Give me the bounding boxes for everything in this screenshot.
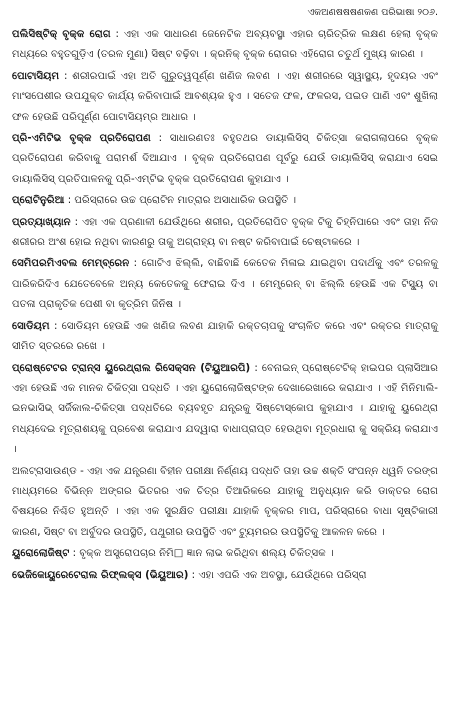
entry-separator: : [110,29,124,40]
entry-definition: ସାଧାରଣତଃ ବହୁତଥର ଡାୟାଲିସିସ୍ ଚିକିତ୍ସା କରାଗଲାପରେ ବୃକ୍କ ପ୍ରତିରୋପଣ କରିବାକୁ ପରାମର୍ଶ ଦିଆଯାଏ । ବୃକ୍କ ପ୍ରତିରୋପଣ ପୂର୍ବରୁ ଯେଉଁ ଡାୟାଲିସିସ୍ କରାଯାଏ ସେଇ ଡାୟାଲିସିସ୍ ପ୍ରତିପାଳନକୁ ପ୍ରି-ଏମ୍‌ଟିଭ ବୃକ୍କ ପ୍ରତିରୋପଣ କୁହାଯାଏ । [12,133,438,185]
entry-urologist [12,544,438,564]
entry-separator: : [49,320,62,332]
entry-separator: : [129,258,142,270]
entry-term: ପୋଟାସିୟମ [12,70,60,82]
entry-separator: : [70,216,82,228]
entry-potassium [12,67,438,128]
entry-separator: : [64,195,75,207]
entry-definition: ବେନାଇନ୍ ପ୍ରୋଷ୍ଟେଟିକ୍ ହାଇପର ପ୍ଲାସିଆର ଏହା ହେଉଛି ଏକ ମାନକ ଚିକିତ୍ସା ପଦ୍ଧତି । ଏହା ୟୁରୋଲୋଜିଷ୍ଟଙ୍କ ଦେଖାରେଖାରେ କରାଯାଏ । ଏହି ମିନିମାଲି-ଇନଭାସିଭ୍ ସର୍ଜିକାଲ-ଚିକିତ୍ସା ପଦ୍ଧତିରେ ବ୍ୟବହୃତ ଯନ୍ତ୍ରକୁ ସିଷ୍ଟୋସ୍କୋପ କୁହାଯାଏ । ଯାହାକୁ ୟୁରେଥ୍ରା ମଧ୍ୟଦେଇ ମୂତ୍ରାଶୟକୁ ପ୍ରବେଶ କରାଯାଏ ଯଦ୍ୱାରା ବାଧାପ୍ରାପ୍ତ ହେଉଥିବା ମୂତ୍ରଧାରା କୁ ସକ୍ରିୟ କରାଯାଏ । [12,362,438,456]
entry-separator: : [250,362,262,374]
entry-definition: ଏହା ଏକ ପ୍ରଣାଳୀ ଯେଉଁଥିରେ ଶରୀର, ପ୍ରତିରୋପିତ ବୃକ୍କ ଟିକୁ ଚିହ୍ନିପାରେ ଏବଂ ତାହା ନିଜ ଶରୀରର ଅଂଶ ହୋଇ ନଥିବା କାରଣରୁ ତାକୁ ଅଗ୍ରାହ୍ୟ ବା ନଷ୍ଟ କରିବାପାଇଁ ଚେଷ୍ଟାକରେ । [12,216,438,249]
entry-turp [12,359,438,461]
entry-rejection [12,213,438,254]
entry-definition: ଗୋଟିଏ ଝିଲ୍ଲି, ବାଛିବାଛି କେତେକ ମିଳାଇ ଯାଇଥିବା ପଦାର୍ଥକୁ ଏବଂ ତରଳକୁ ପାରିକରିଦିଏ ଯେତେବେଳେ ଅନ୍ୟ କେତେକକୁ ଫେରାଇ ଦିଏ । ମେମ୍ବ୍ରେନ୍ ବା ଝିଲ୍ଲି ହେଉଛି ଏକ ଟିସ୍ୟୁ ବା ପତଳା ପ୍ରାକୃତିକ ପେଶୀ ବା କୃତ୍ରିମ ଜିନିଷ । [12,258,438,311]
entry-term: ସୋଡିୟମ [12,320,50,332]
entry-term: ଭେଜିକୋୟୁରେଟେରାଲ ରିଫ୍ଲକ୍ସ (ଭିୟୁଆର) [12,569,189,581]
entry-proteinuria [12,191,438,211]
entry-separator: : [188,569,199,581]
entry-definition: ପରିସ୍ରାରେ ଉଚ୍ଚ ପ୍ରୋଟିନ ମାତ୍ରାର ଅସାଧାରିକ ଉପସ୍ଥିତି । [74,195,297,207]
entry-separator: : [150,133,170,145]
entry-vesicoureteral-reflux [12,566,438,586]
entry-term: ପ୍ରି-ଏମିଟିଭ ବୃକ୍କ ପ୍ରତିରୋପଣ [12,133,151,145]
entry-term: ୟୁରୋଲୋଜିଷ୍ଟ [12,548,70,560]
running-header: ଏକଅଣଷଷଷଣକଣ ପରିଭାଷା ୨୦୬. [307,7,438,18]
entry-term: ପ୍ରତ୍ୟାଖ୍ୟାନ [12,216,71,228]
entry-definition: ଏହା ଏପରି ଏକ ଅବସ୍ଥା, ଯେଉଁଥିରେ ପରିସ୍ରା [198,569,367,581]
entry-ultrasound: ଅଲଟ୍ରାସାଉଣ୍ଡ - ଏହା ଏକ ଯନ୍ତ୍ରଣା ବିହୀନ ପରୀକ୍ଷା ନିର୍ଣ୍ଣୟ ପଦ୍ଧତି ତାହା ଉଚ୍ଚ ଶକ୍ତି ସଂପନ୍ନ ଧ୍ୱନି ତରଙ୍ଗ ମାଧ୍ୟମରେ ବିଭିନ୍ନ ଅଙ୍ଗର ଭିତରର ଏକ ଚିତ୍ର ତିଆରିକରେ ଯାହାକୁ ଅନୁଧ୍ୟାନ କରି ଡାକ୍ତର ରୋଗ ବିଷୟରେ ନିଶ୍ଚିତ ହୁଅନ୍ତି । ଏହା ଏକ ସୁରକ୍ଷିତ ପରୀକ୍ଷା ଯାହାକି ବୃକ୍କର ମାପ, ପରିସ୍ରାରେ ବାଧା ସୃଷ୍ଟିକାରୀ କାରଣ, ସିଷ୍ଟ ବା ଅର୍ବୁଦର ଉପସ୍ଥିତି, ପଥୁରୀର ଉପସ୍ଥିତି ଏବଂ ଟ୍ୟୁମରର ଉପସ୍ଥିତିକୁ ଆକଳନ କରେ । [12,465,438,538]
entry-definition: ବୃକ୍କ ଅସ୍ତ୍ରୋପଚାର ନିମି□ ଜ୍ଞାନ ଲାଭ କରିଥିବା ଶଲ୍ୟ ଚିକିତ୍ସକ । [79,548,334,560]
entry-sodium [12,317,438,358]
entry-definition: ଶରୀରପାଇଁ ଏହା ଅତି ଗୁରୁତ୍ୱପୂର୍ଣ୍ଣ ଖଣିଜ ଲବଣ । ଏହା ଶରୀରରେ ସ୍ୱାସ୍ଥ୍ୟ, ହୃଦୟର ଏବଂ ମାଂସପେଶୀର ଉପଯୁକ୍ତ କାର୍ଯ୍ୟ କରିବାପାଇଁ ଆବଶ୍ୟକ ହୁଏ । ସତେଜ ଫଳ, ଫଳରସ, ପଇଡ ପାଣି ଏବଂ ଶୁଖିଲା ଫଳ ହେଉଛି ପରିପୂର୍ଣ୍ଣ ପୋଟାସିୟମ୍‌ର ଆଧାର । [12,70,438,123]
entry-semipermeable-membrane [12,254,438,315]
entry-polycystic-kidney-disease [12,25,438,66]
entry-definition: ସୋଡିୟମ ହେଉଛି ଏକ ଖଣିଜ ଲବଣ ଯାହାକି ରକ୍ତଚାପକୁ ସଂଚାଳିତ କରେ ଏବଂ ରକ୍ତର ମାତ୍ରାକୁ ସୀମିତ ସ୍ତରରେ ରଖେ । [12,320,438,353]
entry-term: ସେମିପରମିଏବଲ ମେମ୍‌ବ୍ରେନ [12,258,130,270]
entry-separator: : [69,548,80,560]
entry-term: ପ୍ରୋଷ୍ଟେଟର ଟ୍ରାନ୍ସ ୟୁରେଥ୍ରାଲ ରିସେକ୍ସନ (ଟିୟୁଆରପି) [12,362,251,374]
entry-pre-emptive-transplant [12,129,438,190]
entry-term: ପଲିସିଷ୍ଟିକ୍ ବୃକ୍କ ରୋଗ [12,29,111,40]
entry-term: ପ୍ରୋଟିନୁରିଆ [12,195,65,207]
entry-separator: : [59,70,73,82]
entry-definition: ଏହା ଏକ ସାଧାରଣ ଜେନେଟିକ ଅବ୍ୟବସ୍ଥା ଏହାର ଚାରିତ୍ରିକ ଲକ୍ଷଣ ହେଲା ବୃକ୍କ ମଧ୍ୟରେ ବହୁତଗୁଡ଼ିଏ (ତରଳ ମୁଣା) ସିଷ୍ଟ ବଢ଼ିବା । କ୍ରନିକ୍ ବୃକ୍କ ରୋଗର ଏହିରୋଗ ଚତୁର୍ଥ ମୁଖ୍ୟ କାରଣ । [12,29,439,61]
